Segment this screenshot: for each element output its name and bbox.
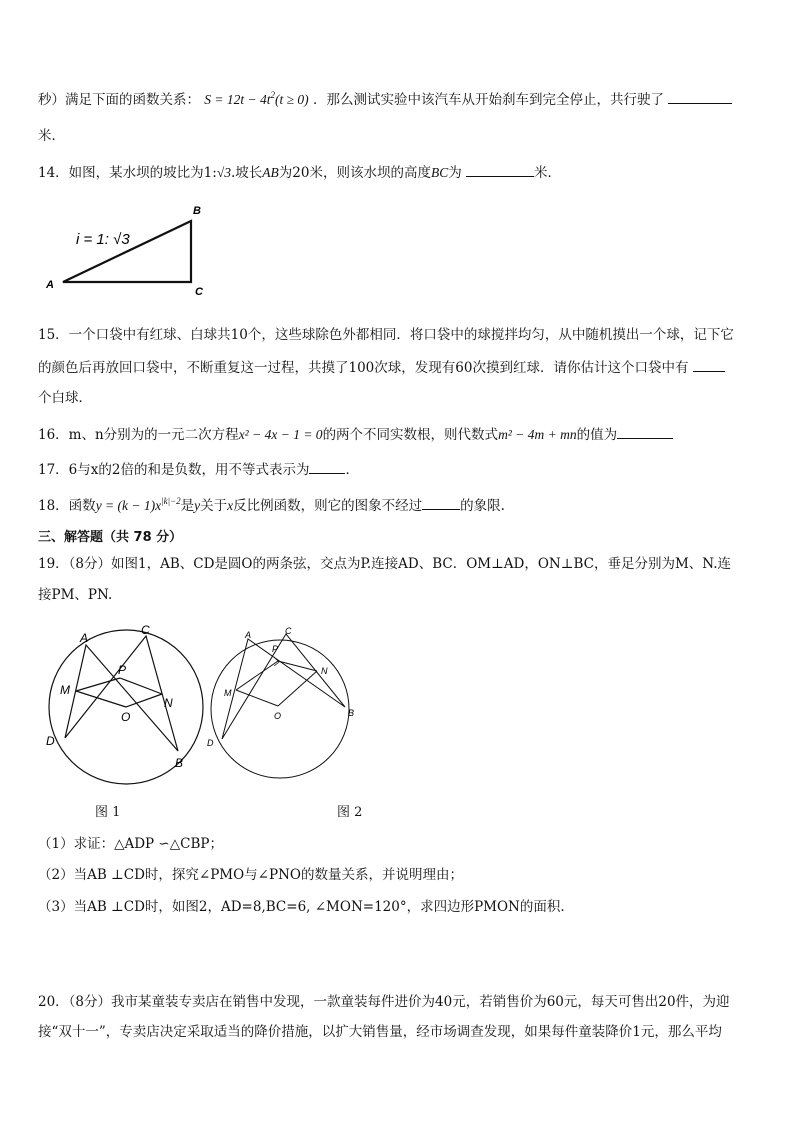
fig1-label-d: D xyxy=(46,734,55,748)
q14-bc: BC xyxy=(430,165,449,180)
q16-expression: m² − 4m + mn xyxy=(498,427,577,442)
fig1-label-p: P xyxy=(118,663,127,677)
fig2-label-n: N xyxy=(321,666,328,676)
q13-exponent: 2 xyxy=(270,90,276,100)
q19-figure-1 xyxy=(38,620,218,790)
q18-text-4: 反比例函数，则它的图象不经过 xyxy=(233,498,423,514)
q17-end: ． xyxy=(345,462,359,478)
q15-line2-text: 的颜色后再放回口袋中，不断重复这一过程，共摸了100次球，发现有60次摸到红球．请你估计这个口袋中有 xyxy=(38,360,689,376)
fig2-label-m: M xyxy=(224,688,232,698)
fig1-label-m: M xyxy=(60,683,70,697)
section-heading: 三、解答题（共 78 分） xyxy=(38,530,183,545)
q17-text: 17．6与x的2倍的和是负数，用不等式表示为 xyxy=(38,462,310,478)
fig1-label-b: B xyxy=(175,756,184,770)
q17-answer-blank[interactable] xyxy=(309,461,345,474)
q18-exponent: |k|−2 xyxy=(161,496,181,506)
q15-line3: 个白球． xyxy=(38,390,92,406)
q13-line xyxy=(38,88,732,108)
q14-slope-label: i = 1: √3 xyxy=(76,231,130,248)
fig2-label-p: P xyxy=(272,644,279,654)
q14-unit: 米． xyxy=(534,165,562,181)
q14-text: 14．如图，某水坝的坡比为1: xyxy=(38,165,217,181)
q16-answer-blank[interactable] xyxy=(617,426,673,439)
fig1-label-n: N xyxy=(164,696,173,710)
q14-answer-blank[interactable] xyxy=(466,164,534,177)
q13-answer-blank[interactable] xyxy=(668,91,732,104)
fig1-label-a: A xyxy=(80,631,89,645)
q14-text-3: 为20米，则该水坝的高度 xyxy=(278,165,431,181)
q15-line1: 15．一个口袋中有红球、白球共10个，这些球除色外都相同．将口袋中的球搅拌均匀，从中随机摸出一个球，记下它 xyxy=(38,327,734,343)
q16-text-2: 的两个不同实数根，则代数式 xyxy=(322,427,499,443)
q19-sub2: （2）当AB ⊥CD时，探究∠PMO与∠PNO的数量关系，并说明理由； xyxy=(38,867,463,883)
fig1-label-o: O xyxy=(121,710,131,724)
q14-dam-figure xyxy=(40,200,220,300)
q19-sub3: （3）当AB ⊥CD时，如图2，AD=8,BC=6, ∠MON=120°，求四边形PMON的面积. xyxy=(38,899,565,915)
q14-label-a: A xyxy=(46,279,54,291)
q16-equation: x² − 4x − 1 = 0 xyxy=(238,427,323,442)
q13-text-after: ．那么测试实验中该汽车从开始刹车到完全停止，共行驶了 xyxy=(312,92,664,108)
q18-y: y xyxy=(194,498,201,513)
q13-condition: (t ≥ 0) xyxy=(275,92,309,107)
q15-line2 xyxy=(38,356,725,376)
q17-line xyxy=(38,458,359,478)
q15-answer-blank[interactable] xyxy=(693,359,725,372)
q14-text-4: 为 xyxy=(448,165,462,181)
q18-text-2: 是 xyxy=(180,498,195,514)
q16-line xyxy=(38,423,673,443)
q18-text: 18．函数 xyxy=(38,498,96,514)
q16-text: 16．m、n分别为的一元二次方程 xyxy=(38,427,239,443)
q18-text-3: 关于 xyxy=(200,498,228,514)
q13-unit: 米． xyxy=(38,128,65,144)
q14-line xyxy=(38,161,561,181)
fig2-label-c: C xyxy=(285,626,292,636)
q14-label-b: B xyxy=(193,205,201,217)
q19-line2: 接PM、PN. xyxy=(38,587,113,603)
fig2-label-b: B xyxy=(348,708,355,718)
fig1-label-c: C xyxy=(141,623,150,637)
fig2-label-d: D xyxy=(207,738,214,748)
q16-text-3: 的值为 xyxy=(576,427,618,443)
q18-function: y = (k − 1)x xyxy=(95,498,162,513)
q13-formula: S = 12t − 4t xyxy=(204,92,271,107)
q18-answer-blank[interactable] xyxy=(422,497,460,510)
q14-text-2: .坡长 xyxy=(231,165,263,181)
q20-line2: 接“双十一”，专卖店决定采取适当的降价措施，以扩大销售量，经市场调查发现，如果每件童装降价1元，那么平均 xyxy=(38,1024,722,1040)
q13-text: 秒）满足下面的函数关系： xyxy=(38,92,200,108)
q14-sqrt: √3 xyxy=(216,165,231,180)
q18-text-5: 的象限. xyxy=(460,498,505,514)
fig2-label-a: A xyxy=(245,630,252,640)
q20-line1: 20．（8分）我市某童装专卖店在销售中发现，一款童装每件进价为40元，若销售价为60元，每天可售出20件，为迎 xyxy=(38,994,730,1010)
fig1-caption: 图 1 xyxy=(95,805,121,820)
q14-ab: AB xyxy=(262,165,279,180)
fig2-label-o: O xyxy=(274,711,282,721)
q19-figure-2 xyxy=(200,624,370,784)
q19-line1: 19．（8分）如图1，AB、CD是圆O的两条弦，交点为P.连接AD、BC．OM⊥AD，ON⊥BC，垂足分别为M、N.连 xyxy=(38,556,732,572)
q18-line xyxy=(38,494,505,514)
q19-sub1: （1）求证：△ADP ∽△CBP； xyxy=(38,836,223,852)
q14-label-c: C xyxy=(195,286,203,298)
fig2-caption: 图 2 xyxy=(337,805,363,820)
q18-x: x xyxy=(227,498,234,513)
